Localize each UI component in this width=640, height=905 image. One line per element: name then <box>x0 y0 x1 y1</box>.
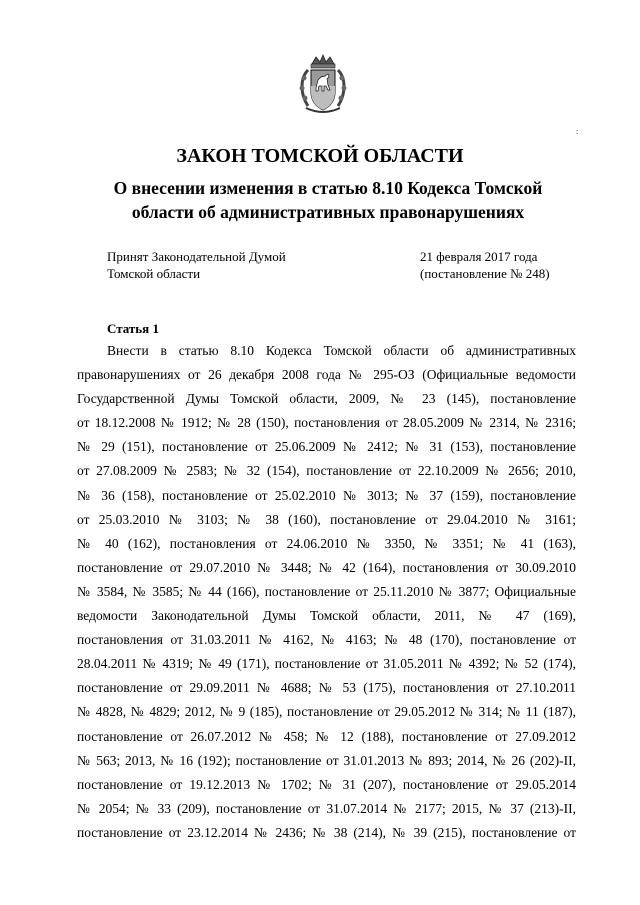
coat-of-arms-emblem <box>294 52 352 116</box>
body-line: правонарушениях от 26 декабря 2008 года № 295-ОЗ (Официальные ведомости <box>77 367 576 383</box>
body-line: № 40 (162), постановления от 24.06.2010 № 3350, № 3351; № 41 (163), <box>77 535 576 551</box>
body-line: от 25.03.2010 № 3103; № 38 (160), постановление от 29.04.2010 № 3161; <box>77 511 576 527</box>
body-line: № 29 (151), постановление от 25.06.2009 № 2412; № 31 (153), постановление <box>77 439 576 455</box>
body-line: от 27.08.2009 № 2583; № 32 (154), постановление от 22.10.2009 № 2656; 2010, <box>77 463 576 479</box>
subtitle-line: области об административных правонарушениях <box>131 202 525 222</box>
body-line: № 4828, № 4829; 2012, № 9 (185), постановление от 29.05.2012 № 314; № 11 (187), <box>77 704 576 720</box>
body-line: Государственной Думы Томской области, 2009, № 23 (145), постановление <box>77 391 576 407</box>
body-line: постановления от 31.03.2011 № 4162, № 4163; № 48 (170), постановление от <box>77 632 576 648</box>
adoption-date-line: 21 февраля 2017 года <box>420 249 538 264</box>
adoption-body-line: Принят Законодательной Думой <box>107 249 286 264</box>
body-line: постановление от 26.07.2012 № 458; № 12 (188), постановление от 27.09.2012 <box>77 728 576 744</box>
resolution-number: (постановление № 248) <box>420 265 550 281</box>
adoption-body <box>107 249 286 282</box>
body-line: 28.04.2011 № 4319; № 49 (171), постановление от 31.05.2011 № 4392; № 52 (174), <box>77 656 576 672</box>
law-subtitle <box>80 176 576 224</box>
subtitle-line: О внесении изменения в статью 8.10 Кодекса Томской <box>113 178 543 198</box>
body-line: постановление от 29.09.2011 № 4688; № 53 (175), постановления от 27.10.2011 <box>77 680 576 696</box>
adoption-body-line: Томской области <box>107 265 201 281</box>
body-line: № 36 (158), постановление от 25.02.2010 № 3013; № 37 (159), постановление <box>77 487 576 503</box>
article-heading: Статья 1 <box>107 321 159 336</box>
law-title: ЗАКОН ТОМСКОЙ ОБЛАСТИ <box>176 145 464 167</box>
body-line: постановление от 19.12.2013 № 1702; № 31 (207), постановление от 29.05.2014 <box>77 776 576 792</box>
body-line: постановление от 29.07.2010 № 3448; № 42 (164), постановления от 30.09.2010 <box>77 559 576 575</box>
body-line: № 563; 2013, № 16 (192); постановление от 31.01.2013 № 893; 2014, № 26 (202)-II, <box>77 752 576 768</box>
body-line: от 18.12.2008 № 1912; № 28 (150), постановления от 28.05.2009 № 2314, № 2316; <box>77 415 576 431</box>
body-line: постановление от 23.12.2014 № 2436; № 38 (214), № 39 (215), постановление от <box>77 824 576 840</box>
body-line: № 3584, № 3585; № 44 (166), постановление от 25.11.2010 № 3877; Официальные <box>77 583 576 599</box>
article-body <box>77 339 576 869</box>
body-line: № 2054; № 33 (209), постановление от 31.07.2014 № 2177; 2015, № 37 (213)-II, <box>77 800 576 816</box>
body-line: Внести в статью 8.10 Кодекса Томской области об административных <box>107 343 576 358</box>
adoption-date <box>420 249 550 282</box>
body-line: ведомости Законодательной Думы Томской области, 2011, № 47 (169), <box>77 608 576 624</box>
margin-mark: : <box>576 127 579 136</box>
